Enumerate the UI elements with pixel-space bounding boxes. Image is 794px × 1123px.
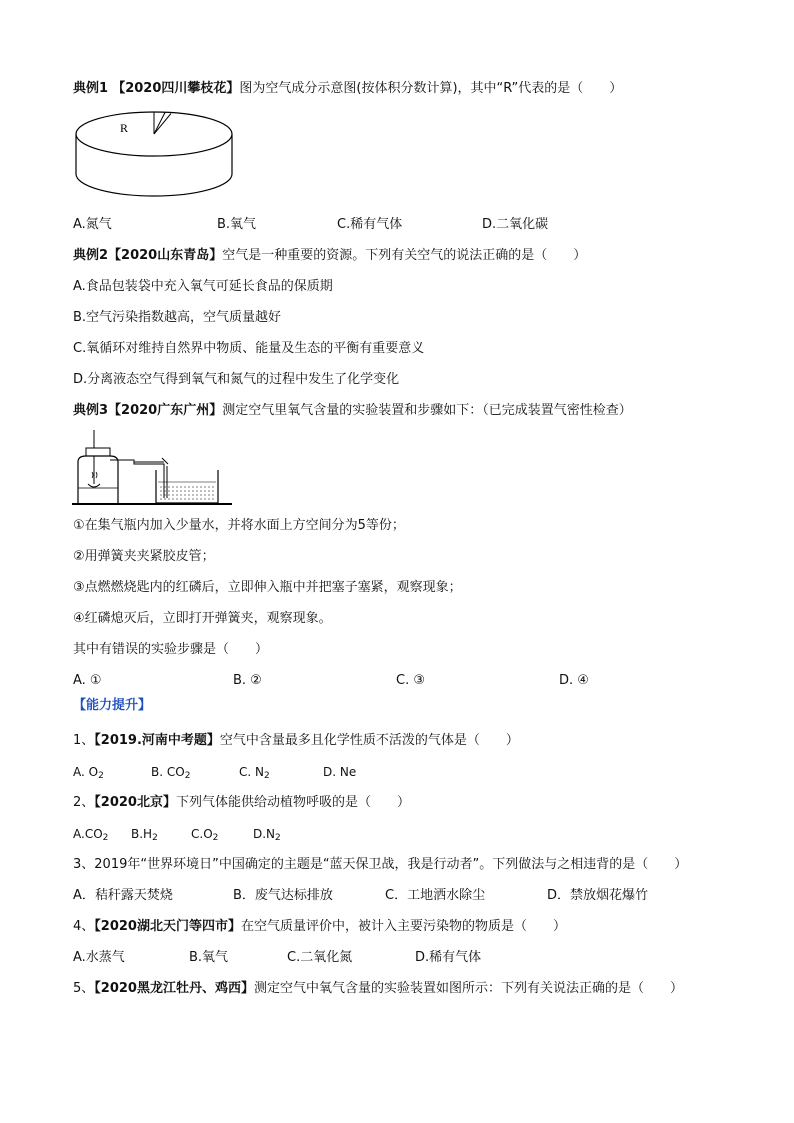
question-4-number: 4、	[73, 919, 95, 934]
option-a[interactable]	[73, 825, 108, 843]
question-4-options	[73, 949, 773, 967]
option-b[interactable]: B．废气达标排放	[233, 888, 333, 903]
question-1-stem	[73, 732, 519, 750]
step-3: ③点燃燃烧匙内的红磷后，立即伸入瓶中并把塞子塞紧，观察现象；	[73, 580, 462, 595]
example-3-text: 测定空气里氧气含量的实验装置和步骤如下：（已完成装置气密性检查）	[222, 403, 632, 418]
option-c[interactable]	[191, 825, 218, 843]
option-c-text: C. N	[239, 765, 264, 779]
example-1-text: 图为空气成分示意图(按体积分数计算)，其中“R”代表的是（ ）	[239, 81, 623, 96]
example-2-tag: 典例2	[73, 248, 109, 263]
option-c[interactable]: C．工地洒水除尘	[385, 888, 486, 903]
option-c[interactable]: C. ③	[396, 673, 425, 688]
option-d[interactable]: D.稀有气体	[415, 950, 482, 965]
example-1-options	[73, 216, 773, 234]
option-c[interactable]: C.氧循环对维持自然界中物质、能量及生态的平衡有重要意义	[73, 341, 425, 356]
option-c-text: C.O	[191, 827, 213, 841]
option-c[interactable]	[239, 763, 270, 781]
option-b[interactable]: B.空气污染指数越高，空气质量越好	[73, 310, 282, 325]
option-c[interactable]: C.二氧化氮	[287, 950, 353, 965]
question-2-number: 2、	[73, 795, 95, 810]
question-5-text: 测定空气中氧气含量的实验装置如图所示：下列有关说法正确的是（ ）	[253, 981, 683, 996]
option-d[interactable]: D.二氧化碳	[482, 217, 549, 232]
question-2-options	[73, 825, 773, 843]
example-3-question: 其中有错误的实验步骤是（ ）	[73, 642, 269, 657]
option-a[interactable]	[73, 763, 104, 781]
option-c-subscript: 2	[263, 771, 270, 781]
option-a[interactable]: A.氮气	[73, 217, 112, 232]
option-d[interactable]: D.分离液态空气得到氧气和氮气的过程中发生了化学变化	[73, 372, 400, 387]
option-a[interactable]: A.水蒸气	[73, 950, 125, 965]
section-heading: 【能力提升】	[73, 698, 152, 713]
question-2-text: 下列气体能供给动植物呼吸的是（ ）	[175, 795, 410, 810]
option-b-subscript: 2	[184, 771, 191, 781]
example-3-stem	[73, 402, 632, 420]
option-c[interactable]: C.稀有气体	[337, 217, 403, 232]
option-a[interactable]: A.食品包装袋中充入氧气可延长食品的保质期	[73, 279, 333, 294]
question-2-source: 【2020北京】	[94, 795, 176, 810]
option-b-subscript: 2	[152, 833, 158, 843]
option-d[interactable]: D. ④	[559, 673, 589, 688]
option-b-text: B. CO	[151, 765, 185, 779]
option-b[interactable]: B. ②	[233, 673, 262, 688]
question-4-stem	[73, 918, 566, 936]
example-3-source: 【2020广东广州】	[108, 403, 223, 418]
option-a-text: A.CO	[73, 827, 103, 841]
example-2-text: 空气是一种重要的资源。下列有关空气的说法正确的是（ ）	[222, 248, 587, 263]
question-1-source: 【2019.河南中考题】	[94, 733, 220, 748]
pie-label-r: R	[120, 121, 129, 135]
option-b[interactable]	[131, 825, 158, 843]
example-1-stem	[73, 80, 622, 98]
example-3-options	[73, 672, 773, 690]
option-d-subscript: 2	[275, 833, 281, 843]
question-1-text: 空气中含量最多且化学性质不活泼的气体是（ ）	[219, 733, 519, 748]
oxygen-experiment-apparatus-figure	[72, 426, 234, 508]
option-d-text: D. Ne	[323, 765, 357, 779]
question-2-stem	[73, 794, 410, 812]
question-4-source: 【2020湖北天门等四市】	[94, 919, 241, 934]
option-a[interactable]: A．秸秆露天焚烧	[73, 888, 173, 903]
question-3-stem: 3、2019年“世界环境日”中国确定的主题是“蓝天保卫战，我是行动者”。下列做法与之相违背的是（ ）	[73, 857, 688, 872]
question-1-number: 1、	[73, 733, 95, 748]
option-b[interactable]	[151, 763, 190, 781]
option-a-subscript: 2	[98, 771, 104, 781]
option-b-text: B.H	[131, 827, 153, 841]
option-a-subscript: 2	[102, 833, 109, 843]
option-d-text: D.N	[253, 827, 276, 841]
question-5-number: 5、	[73, 981, 95, 996]
example-3-tag: 典例3	[73, 403, 109, 418]
step-4: ④红磷熄灭后，立即打开弹簧夹，观察现象。	[73, 611, 332, 626]
question-5-source: 【2020黑龙江牡丹、鸡西】	[94, 981, 254, 996]
example-1-source: 【2020四川攀枝花】	[112, 81, 240, 96]
step-2: ②用弹簧夹夹紧胶皮管；	[73, 549, 215, 564]
step-1: ①在集气瓶内加入少量水，并将水面上方空间分为5等份；	[73, 518, 405, 533]
air-composition-pie-figure	[74, 108, 234, 204]
option-c-subscript: 2	[212, 833, 219, 843]
option-a-text: A. O	[73, 765, 99, 779]
example-1-tag: 典例1	[73, 81, 109, 96]
option-a[interactable]: A. ①	[73, 673, 102, 688]
question-5-stem	[73, 980, 683, 998]
option-b[interactable]: B.氧气	[189, 950, 229, 965]
example-2-source: 【2020山东青岛】	[108, 248, 223, 263]
question-1-options	[73, 763, 773, 781]
option-b[interactable]: B.氧气	[217, 217, 257, 232]
option-d[interactable]: D．禁放烟花爆竹	[547, 888, 649, 903]
example-2-stem	[73, 247, 586, 265]
question-3-options	[73, 887, 773, 905]
option-d[interactable]	[253, 825, 281, 843]
question-4-text: 在空气质量评价中，被计入主要污染物的物质是（ ）	[240, 919, 566, 934]
option-d[interactable]	[323, 763, 356, 781]
